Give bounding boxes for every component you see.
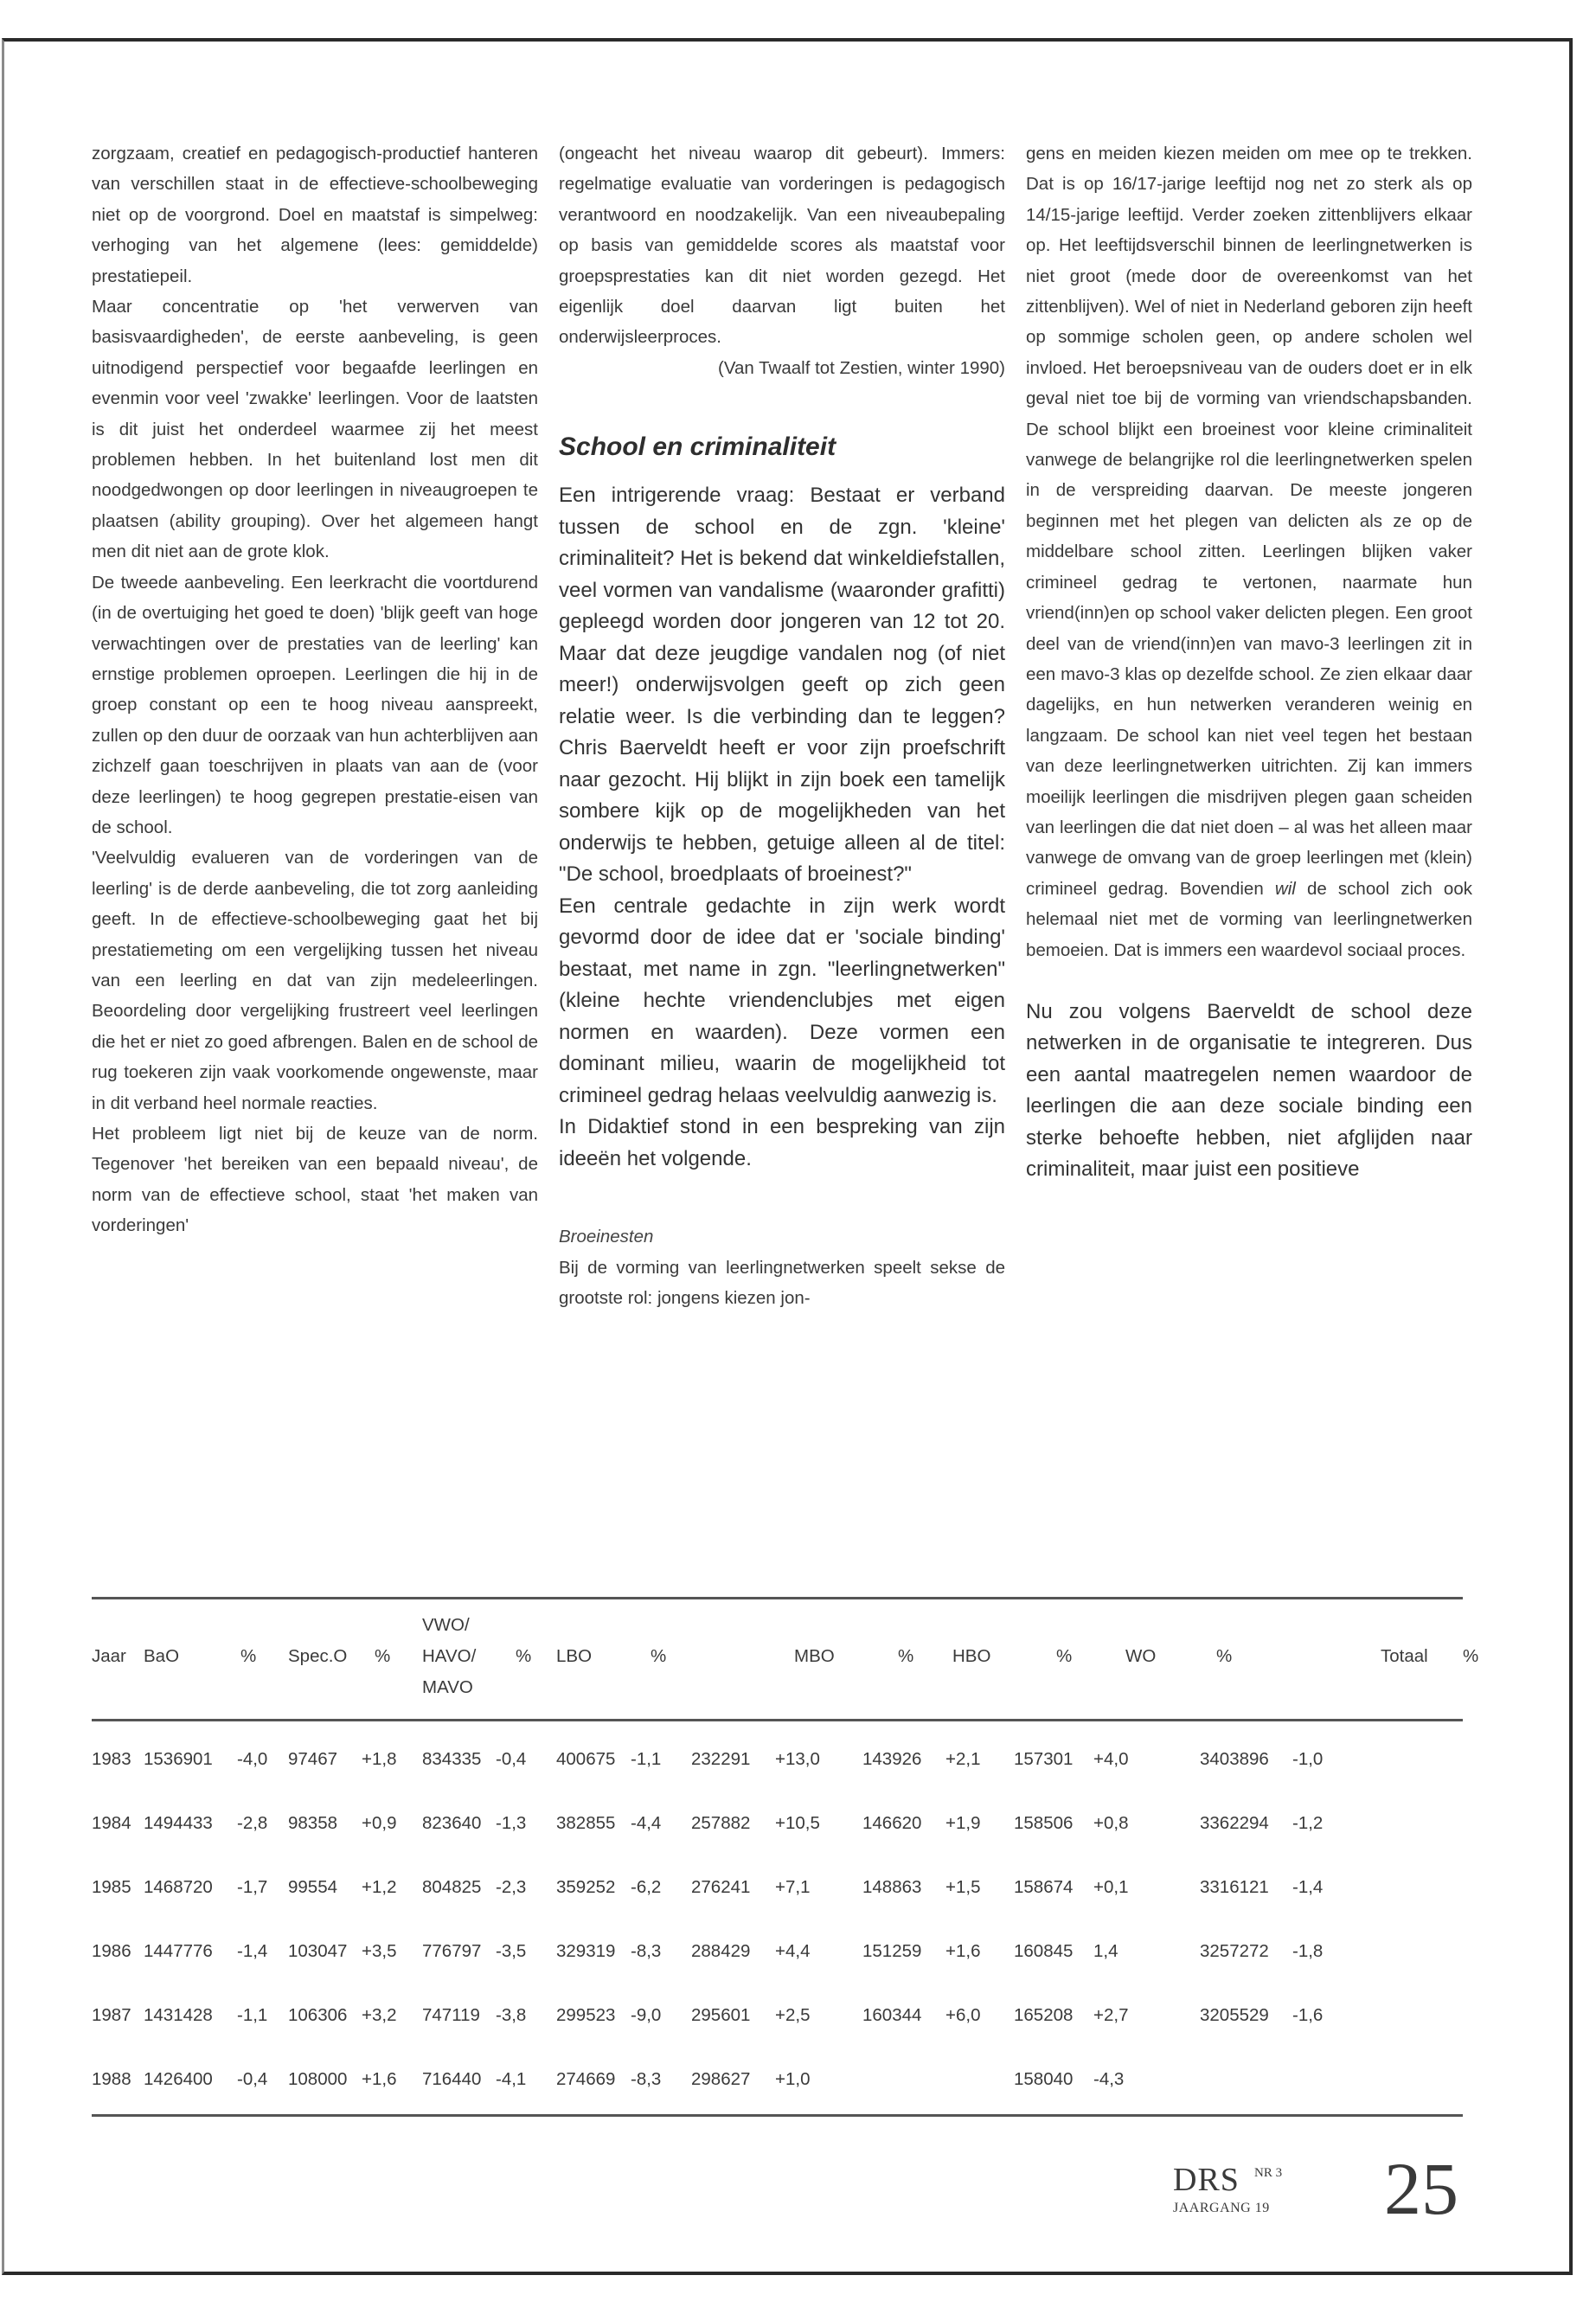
table-cell: +1,0 [775, 2069, 811, 2089]
table-cell: +1,2 [362, 1877, 397, 1897]
table-cell: -1,8 [1292, 1941, 1324, 1961]
column-header: MBO [794, 1646, 835, 1666]
table-cell: -8,3 [631, 1941, 662, 1961]
table-cell: 298627 [691, 2069, 751, 2089]
table-cell: 160344 [862, 2005, 922, 2025]
table-cell: 158674 [1014, 1877, 1074, 1897]
article-column-middle [559, 138, 1005, 1313]
page-footer-masthead [1173, 2147, 1458, 2235]
page-number: 25 [1384, 2147, 1458, 2230]
column-header: % [651, 1646, 667, 1666]
table-cell: 274669 [556, 2069, 616, 2089]
table-cell: +4,0 [1093, 1749, 1129, 1769]
table-cell: 1468720 [144, 1877, 213, 1897]
table-cell: 400675 [556, 1749, 616, 1769]
paragraph: Een intrigerende vraag: Bestaat er verband tussen de school en de zgn. 'kleine' criminaliteit? Het is bekend dat winkeldiefstallen, veel vormen van vandalisme (waaronder grafitti) gepleegd worden door jongeren van 12 tot 20. Maar dat deze jeugdige vandalen nog (of niet meer!) onderwijsvolgen geeft op zich geen relatie weer. Is die verbinding dan te leggen? Chris Baerveldt heeft er voor zijn proefschrift naar gezocht. Hij blijkt in zijn boek een tamelijk sombere kijk op de mogelijkheden van het onderwijs te hebben, getuige alleen al de titel: "De school, broedplaats of broeinest?" [559, 484, 1005, 887]
column-header: % [240, 1646, 257, 1666]
column-header: % [1463, 1646, 1479, 1666]
paragraph [1026, 138, 1472, 965]
table-cell: +4,4 [775, 1941, 811, 1961]
table-cell: +0,9 [362, 1813, 397, 1833]
table-row [92, 1744, 1463, 1775]
table-cell: 1988 [92, 2069, 131, 2089]
column-header: Spec.O [288, 1646, 348, 1666]
table-cell: -1,4 [1292, 1877, 1324, 1897]
table-cell: -0,4 [237, 2069, 268, 2089]
column-header: % [516, 1646, 532, 1666]
table-cell: -9,0 [631, 2005, 662, 2025]
table-cell: +2,1 [945, 1749, 981, 1769]
paragraph: zorgzaam, creatief en pedagogisch-productief hanteren van verschillen staat in de effectieve-schoolbeweging niet op de voorgrond. Doel en maatstaf is simpelweg: verhoging van het algemene (lees: gemiddelde) prestatiepeil. [92, 144, 538, 286]
table-cell: 151259 [862, 1941, 922, 1961]
table-cell: -1,0 [1292, 1749, 1324, 1769]
table-cell: +13,0 [775, 1749, 820, 1769]
table-cell: -1,4 [237, 1941, 268, 1961]
table-cell: 232291 [691, 1749, 751, 1769]
table-cell: -2,8 [237, 1813, 268, 1833]
table-cell: 776797 [422, 1941, 482, 1961]
text-run: gens en meiden kiezen meiden om mee op te trekken. Dat is op 16/17-jarige leeftijd nog net zo sterk als op 14/15-jarige leeftijd. Verder zoeken zittenblijvers elkaar op. Het leeftijdsverschil binnen de leerlingnetwerken is niet groot (mede door de overeenkomst van het zittenblijven). Wel of niet in Nederland geboren zijn heeft op sommige scholen geen, op andere scholen wel invloed. Het beroepsniveau van de ouders doet er in elk geval niet toe bij de vorming van vriendschapsbanden. De school blijkt een broeinest voor kleine criminaliteit vanwege de belangrijke rol die leerlingnetwerken spelen in de verspreiding daarvan. De meeste jongeren beginnen met het plegen van delicten als ze op de middelbare school zitten. Leerlingen blijken vaker crimineel gedrag te vertonen, naarmate hun vriend(inn)en op school vaker delicten plegen. Een groot deel van de vriend(inn)en van mavo-3 leerlingen zit in een mavo-3 klas op dezelfde school. Ze zien elkaar daar dagelijks, en hun netwerken veranderen weinig en langzaam. De school kan niet veel tegen het bestaan van deze leerlingnetwerken uitrichten. Zij kan immers moeilijk leerlingen die misdrijven plegen gaan scheiden van leerlingen die dat niet doen – al was het alleen maar vanwege de omvang van de groep leerlingen met (klein) crimineel gedrag. Bovendien [1026, 144, 1472, 899]
column-header: Jaar [92, 1646, 126, 1666]
table-row [92, 2000, 1463, 2031]
table-cell: -1,6 [1292, 2005, 1324, 2025]
table-row [92, 2064, 1463, 2095]
publication-name: DRS [1173, 2162, 1240, 2198]
table-cell: 146620 [862, 1813, 922, 1833]
table-cell: +1,6 [362, 2069, 397, 2089]
column-header: VWO/ HAVO/ MAVO [422, 1615, 477, 1697]
table-cell: 299523 [556, 2005, 616, 2025]
table-cell: 99554 [288, 1877, 338, 1897]
paragraph: Bij de vorming van leerlingnetwerken speelt sekse de grootste rol: jongens kiezen jon- [559, 1257, 1005, 1309]
table-cell: -4,1 [496, 2069, 527, 2089]
table-cell: -0,4 [496, 1749, 527, 1769]
table-cell: +1,9 [945, 1813, 981, 1833]
table-cell: 98358 [288, 1813, 338, 1833]
table-cell: 716440 [422, 2069, 482, 2089]
enrollment-statistics-table [92, 1597, 1479, 2111]
issue-number: NR 3 [1254, 2166, 1283, 2180]
table-cell: 295601 [691, 2005, 751, 2025]
table-cell: 1536901 [144, 1749, 213, 1769]
table-cell: 158506 [1014, 1813, 1074, 1833]
table-cell: 106306 [288, 2005, 348, 2025]
column-header: BaO [144, 1646, 180, 1666]
table-cell: 382855 [556, 1813, 616, 1833]
column-header: % [1216, 1646, 1233, 1666]
table-cell: 1985 [92, 1877, 131, 1897]
table-cell: 143926 [862, 1749, 922, 1769]
paragraph: (ongeacht het niveau waarop dit gebeurt). Immers: regelmatige evaluatie van vorderingen is pedagogisch verantwoord en noodzakelijk. Van een niveaubepaling op basis van gemiddelde scores als maatstaf voor groepsprestaties kan dit niet worden gezegd. Het eigenlijk doel daarvan ligt buiten het onderwijsleerproces. [559, 144, 1005, 348]
table-cell: -2,3 [496, 1877, 527, 1897]
table-cell: 804825 [422, 1877, 482, 1897]
table-header [92, 1599, 1479, 1719]
spacer [559, 1175, 1005, 1221]
paragraph: De tweede aanbeveling. Een leerkracht die voortdurend (in de overtuiging het goed te doen) 'blijk geeft van hoge verwachtingen over de prestaties van de leerling' kan ernstige problemen oproepen. Leerlingen die hij in de groep constant op een te hoog niveau aanspreekt, zullen op den duur de oorzaak van hun achterblijven aan zichzelf gaan toeschrijven in plaats van aan de (voor deze leerlingen) te hoog gegrepen prestatie-eisen van de school. [92, 572, 538, 837]
section-heading: School en criminaliteit [559, 433, 836, 462]
paragraph: Nu zou volgens Baerveldt de school deze netwerken in de organisatie te integreren. Dus een aantal maatregelen nemen waardoor de leerlingen die aan deze sociale binding een sterke behoefte hebben, niet afglijden naar criminaliteit, maar juist een positieve [1026, 999, 1472, 1182]
table-cell: 1494433 [144, 1813, 213, 1833]
column-header: % [1056, 1646, 1073, 1666]
table-cell: 1983 [92, 1749, 131, 1769]
table-cell: +10,5 [775, 1813, 820, 1833]
table-cell: -3,5 [496, 1941, 527, 1961]
table-cell: -1,3 [496, 1813, 527, 1833]
table-bottom-rule [92, 2114, 1463, 2117]
table-cell: 160845 [1014, 1941, 1074, 1961]
article-column-left [92, 138, 538, 1241]
paragraph: In Didaktief stond in een bespreking van zijn ideeën het volgende. [559, 1115, 1005, 1170]
table-cell: +1,8 [362, 1749, 397, 1769]
table-cell: 1431428 [144, 2005, 213, 2025]
table-cell: 288429 [691, 1941, 751, 1961]
table-cell: 3257272 [1200, 1941, 1269, 1961]
column-header: % [898, 1646, 914, 1666]
table-cell: 823640 [422, 1813, 482, 1833]
column-header: HBO [952, 1646, 991, 1666]
table-row [92, 1936, 1463, 1967]
table-cell: +6,0 [945, 2005, 981, 2025]
table-cell: 108000 [288, 2069, 348, 2089]
table-cell: 747119 [422, 2005, 480, 2025]
table-cell: 3205529 [1200, 2005, 1269, 2025]
article-column-right [1026, 138, 1472, 1186]
table-cell: 103047 [288, 1941, 348, 1961]
column-header: WO [1125, 1646, 1157, 1666]
table-cell: 834335 [422, 1749, 482, 1769]
column-header: Totaal [1381, 1646, 1428, 1666]
table-cell: 165208 [1014, 2005, 1074, 2025]
table-cell: 276241 [691, 1877, 751, 1897]
table-cell: -1,7 [237, 1877, 268, 1897]
table-cell: +3,5 [362, 1941, 397, 1961]
table-cell: -8,3 [631, 2069, 662, 2089]
table-cell: 3316121 [1200, 1877, 1269, 1897]
spacer [559, 383, 1005, 430]
volume-label: JAARGANG 19 [1173, 2201, 1270, 2215]
table-cell: -6,2 [631, 1877, 662, 1897]
table-cell: +0,8 [1093, 1813, 1129, 1833]
section-body [559, 480, 1005, 1175]
table-cell: 97467 [288, 1749, 338, 1769]
paragraph: Het probleem ligt niet bij de keuze van de norm. Tegenover 'het bereiken van een bepaald niveau', de norm van de effectieve school, staat 'het maken van vorderingen' [92, 1124, 538, 1236]
table-cell: +7,1 [775, 1877, 811, 1897]
table-cell: 1986 [92, 1941, 131, 1961]
table-cell: +2,7 [1093, 2005, 1129, 2025]
citation: (Van Twaalf tot Zestien, winter 1990) [718, 357, 1005, 378]
paragraph: Maar concentratie op 'het verwerven van basisvaardigheden', de eerste aanbeveling, is geen uitnodigend perspectief voor begaafde leerlingen en evenmin voor veel 'zwakke' leerlingen. Voor de laatsten is dit juist het onderdeel waarmee zij het meest problemen hebben. In het buitenland lost men dit noodgedwongen op door leerlingen in niveaugroepen te plaatsen (ability grouping). Over het algemeen hangt men dit niet aan de grote klok. [92, 297, 538, 562]
spacer [1026, 965, 1472, 997]
table-cell: -1,1 [237, 2005, 268, 2025]
emphasis: wil [1274, 878, 1296, 899]
column-header: LBO [556, 1646, 593, 1666]
text-run: de school zich ook helemaal niet met de vorming van leerlingnetwerken bemoeien. Dat is immers een waardevol sociaal proces. [1026, 878, 1472, 960]
subsection-heading: Broeinesten [559, 1227, 654, 1247]
table-cell: 158040 [1014, 2069, 1074, 2089]
table-cell: +2,5 [775, 2005, 811, 2025]
table-cell: 329319 [556, 1941, 616, 1961]
table-cell: +1,5 [945, 1877, 981, 1897]
table-cell: 1426400 [144, 2069, 213, 2089]
table-cell: +1,6 [945, 1941, 981, 1961]
table-body [92, 1721, 1463, 2111]
paragraph: 'Veelvuldig evalueren van de vorderingen van de leerling' is de derde aanbeveling, die tot zorg aanleiding geeft. In de effectieve-schoolbeweging gaat het bij prestatiemeting om een vergelijking tussen het niveau van een leerling en dat van zijn medeleerlingen. Beoordeling door vergelijking frustreert veel leerlingen die het er niet zo goed afbrengen. Balen en de school de rug toekeren zijn vaak voorkomende ongewenste, maar in dit verband heel normale reacties. [92, 848, 538, 1113]
table-cell: -3,8 [496, 2005, 527, 2025]
table-cell: -4,0 [237, 1749, 268, 1769]
table-cell: 1447776 [144, 1941, 213, 1961]
table-cell: 148863 [862, 1877, 922, 1897]
table-cell: -4,4 [631, 1813, 662, 1833]
table-cell: 157301 [1014, 1749, 1074, 1769]
table-cell: +0,1 [1093, 1877, 1129, 1897]
table-cell: 257882 [691, 1813, 751, 1833]
table-cell: 1984 [92, 1813, 131, 1833]
table-cell: -1,1 [631, 1749, 662, 1769]
table-cell: 1,4 [1093, 1941, 1118, 1961]
table-row [92, 1808, 1463, 1839]
table-cell: 3362294 [1200, 1813, 1269, 1833]
table-cell: +3,2 [362, 2005, 397, 2025]
table-cell: 3403896 [1200, 1749, 1269, 1769]
table-cell: -1,2 [1292, 1813, 1324, 1833]
column-header: % [375, 1646, 391, 1666]
table-cell: 359252 [556, 1877, 616, 1897]
table-cell: -4,3 [1093, 2069, 1125, 2089]
table-cell: 1987 [92, 2005, 131, 2025]
table-row [92, 1872, 1463, 1903]
paragraph: Een centrale gedachte in zijn werk wordt gevormd door de idee dat er 'sociale binding' bestaat, met name in zgn. "leerlingnetwerken" (kleine hechte vriendenclubjes met eigen normen en waarden). Deze vormen een dominant milieu, waarin de mogelijkheid tot crimineel gedrag helaas veelvuldig aanwezig is. [559, 894, 1005, 1107]
